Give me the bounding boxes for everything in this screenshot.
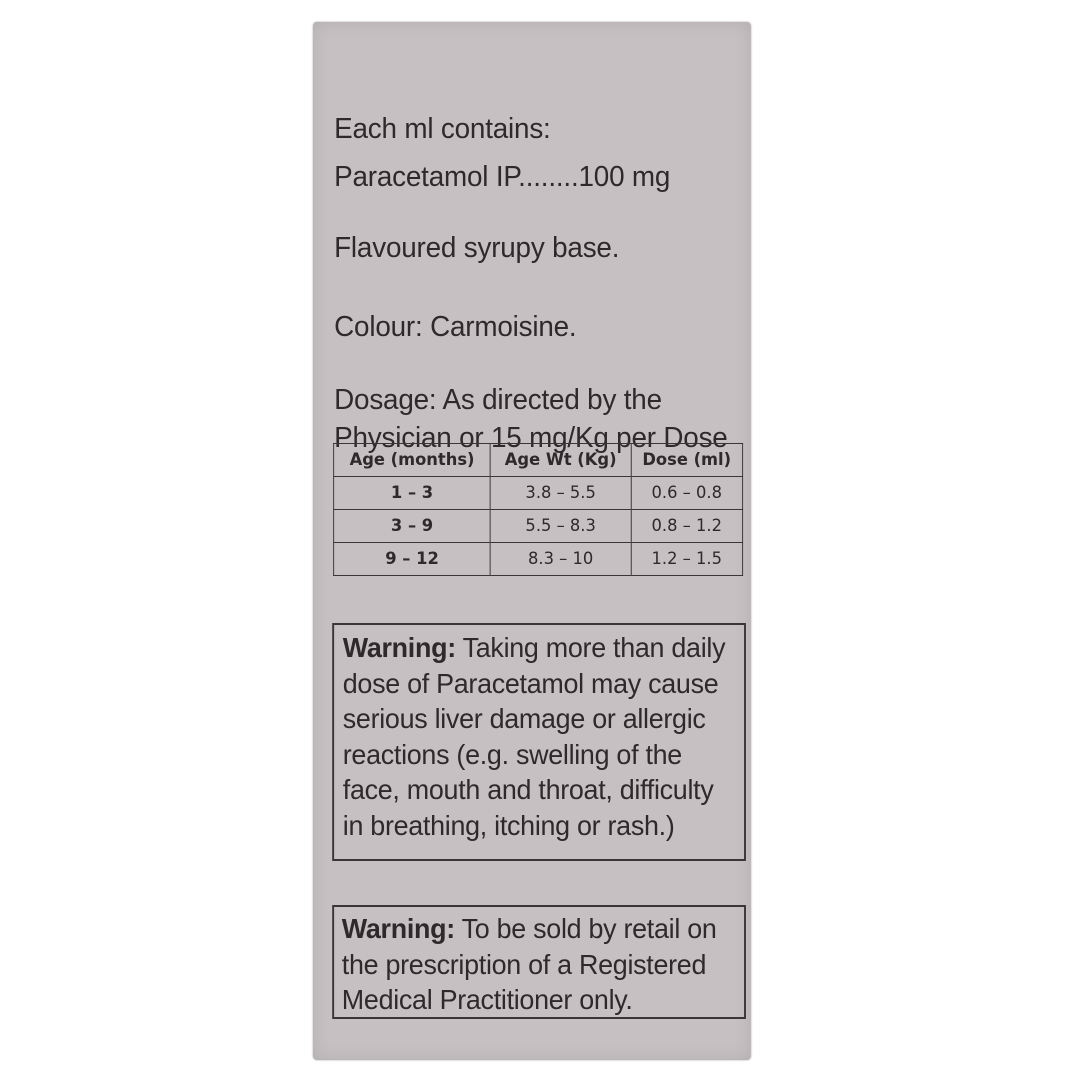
- warning-line: in breathing, itching or rash.): [342, 809, 675, 841]
- table-header-row: [334, 444, 743, 477]
- warning-line: face, mouth and throat, difficulty: [342, 774, 714, 805]
- cell-weight: 8.3 – 10: [490, 543, 630, 576]
- warning-line: Warning: Taking more than daily: [342, 632, 726, 663]
- header-age: Age (months): [334, 444, 491, 477]
- warning-line: serious liver damage or allergic: [342, 703, 706, 734]
- colour-line: Colour: Carmoisine.: [334, 311, 577, 343]
- cell-weight: 3.8 – 5.5: [490, 477, 630, 510]
- cell-age: 1 – 3: [334, 477, 491, 510]
- ingredient-line: Paracetamol IP........100 mg: [334, 161, 671, 193]
- cell-age: 9 – 12: [334, 543, 491, 576]
- cell-dose: 1.2 – 1.5: [631, 543, 743, 576]
- header-dose: Dose (ml): [631, 444, 743, 477]
- header-weight: Age Wt (Kg): [490, 444, 630, 477]
- table-row: [334, 510, 743, 543]
- warning-title: Warning:: [342, 632, 456, 663]
- cell-dose: 0.8 – 1.2: [631, 510, 743, 543]
- cell-weight: 5.5 – 8.3: [490, 510, 630, 543]
- dosage-line-2: Physician or 15 mg/Kg per Dose: [334, 422, 728, 454]
- warning-line: reactions (e.g. swelling of the: [342, 738, 682, 770]
- medicine-label-panel: [313, 22, 751, 1060]
- cell-dose: 0.6 – 0.8: [631, 477, 743, 510]
- table-row: [334, 543, 743, 576]
- dose-table: [333, 443, 743, 576]
- warning-line: Medical Practitioner only.: [341, 984, 633, 1015]
- contains-heading: Each ml contains:: [334, 113, 551, 145]
- dosage-line-1: Dosage: As directed by the: [334, 384, 662, 416]
- liver-warning-box: [332, 623, 746, 861]
- warning-line: Warning: To be sold by retail on: [341, 913, 717, 944]
- warning-line: dose of Paracetamol may cause: [342, 667, 719, 699]
- table-row: [334, 477, 743, 510]
- prescription-warning-box: [332, 905, 746, 1019]
- cell-age: 3 – 9: [334, 510, 491, 543]
- base-line: Flavoured syrupy base.: [334, 232, 620, 264]
- warning-title: Warning:: [341, 913, 455, 944]
- warning-line: the prescription of a Registered: [341, 948, 707, 980]
